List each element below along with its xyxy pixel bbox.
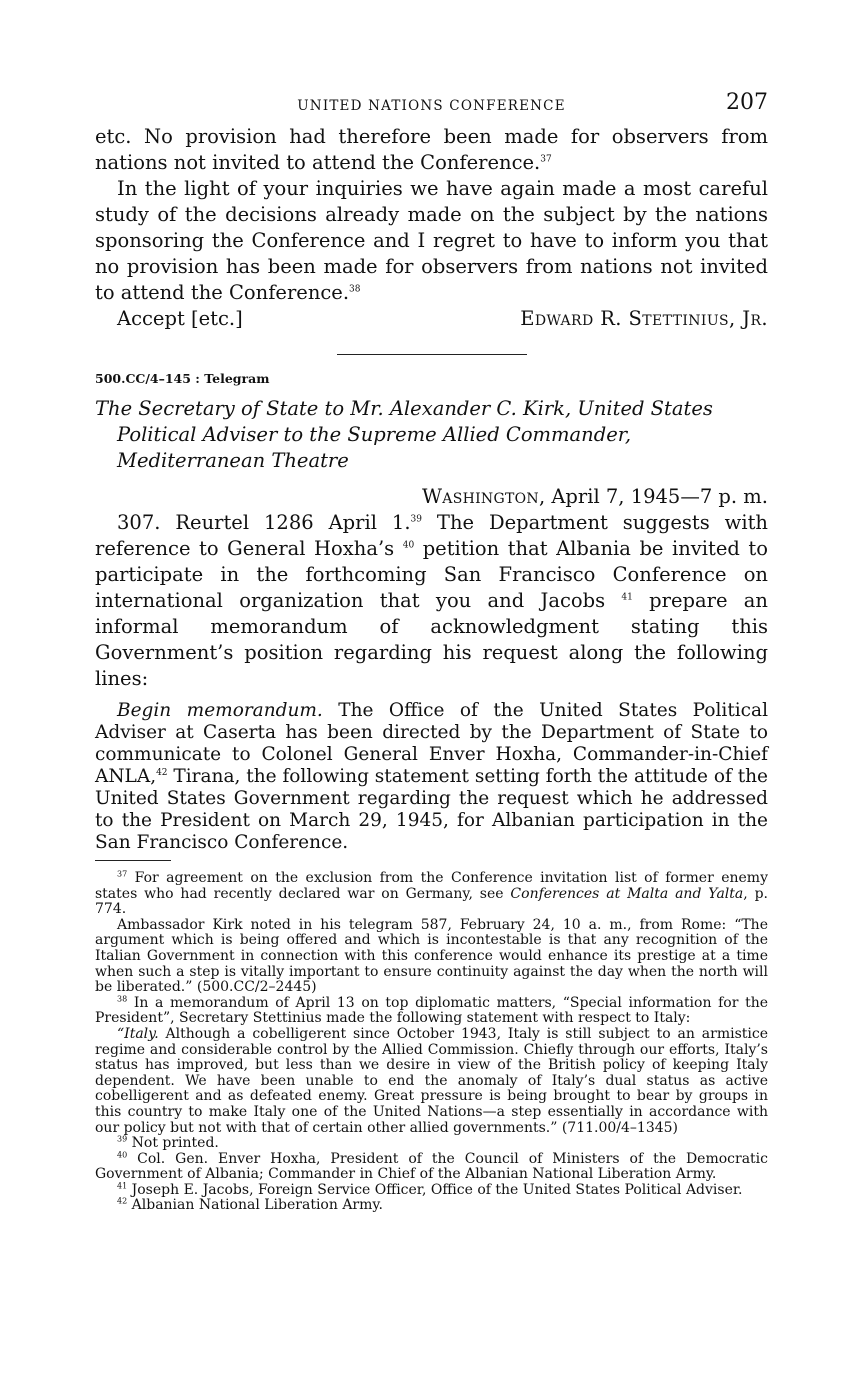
- footnote-number: 41: [117, 1181, 128, 1191]
- dateline-date: , April 7, 1945—7 p. m.: [538, 485, 768, 508]
- footnote-ref: 39: [410, 514, 422, 525]
- footnote-text: Albanian National Liberation Army.: [127, 1197, 383, 1214]
- footnote-ref: 42: [156, 767, 168, 778]
- footnote-text: Col. Gen. Enver Hoxha, President of the Council of Ministers of the Democratic Government of Albania; Commander in Chief of the Albanian National Liberation Army.: [95, 1150, 768, 1183]
- footnote-ref: 38: [349, 284, 361, 295]
- footnote-37: [95, 871, 768, 918]
- running-head: UNITED NATIONS CONFERENCE: [297, 98, 566, 114]
- footnote-text: Although a cobelligerent since October 1943, Italy is still subject to an armistice regime and considerable control by the Allied Commission. Chiefly through our efforts, Italy’s status has improved, but less than we desire in view of the British policy of keeping Italy dependent. We have been unable to end the anomaly of Italy’s dual status as active cobelligerent and as defeated enemy. Great pressure is being brought to bear by groups in this country to make Italy one of the United Nations—a step essentially in accordance with our policy but not with that of certain other allied governments.” (711.00/4–1345): [95, 1025, 768, 1136]
- dateline-place: Washington: [421, 485, 539, 508]
- memo-text: Tirana, the following statement setting forth the attitude of the United States Government regarding the request which he addressed to the President on March 29, 1945, for Albanian participation in the San Francisco Conference.: [95, 766, 768, 853]
- letter-paragraph-2: [95, 176, 768, 306]
- footnote-divider: [95, 860, 171, 861]
- footnote-ref: 37: [540, 154, 552, 165]
- footnote-37-continued: Ambassador Kirk noted in his telegram 587, February 24, 10 a. m., from Rome: “The argument which is being offered and which is incontestable is that any recognition of the Italian Government in connection with this conference would enhance its prestige at a time when such a step is vitally important to ensure continuity against the day when the north will be liberated.” (500.CC/2–2445): [95, 916, 768, 996]
- telegram-text: 307. Reurtel 1286 April 1.: [117, 511, 411, 534]
- closing: Accept [etc.]: [117, 307, 243, 330]
- telegram-paragraph: [95, 510, 768, 692]
- footnote-number: 42: [117, 1196, 128, 1206]
- footnote-text: In a memorandum of April 13 on top diplomatic matters, “Special information for the President”, Secretary Stettinius made the following statement with respect to Italy:: [95, 994, 768, 1027]
- document-title: The Secretary of State to Mr. Alexander C. Kirk, United States Political Adviser to the Supreme Allied Commander, Mediterranean Theatre: [95, 397, 713, 472]
- memo-label: Begin memorandum.: [117, 700, 323, 721]
- footnote-citation: Conferences at Malta and Yalta: [510, 885, 744, 902]
- footnote-number: 39: [117, 1134, 128, 1144]
- letter-text: In the light of your inquiries we have again made a most careful study of the decisions already made on the subject by the nations sponsoring the Conference and I regret to have to inform you that no provision has been made for observers from nations not invited to attend the Conference.: [95, 177, 768, 304]
- footnote-ref: 41: [621, 592, 633, 603]
- footnote-text: Joseph E. Jacobs, Foreign Service Officer, Office of the United States Political Adviser.: [127, 1181, 743, 1198]
- letter-text: etc. No provision had therefore been made for observers from nations not invited to attend the Conference.: [95, 125, 768, 174]
- memorandum-paragraph: [95, 700, 768, 854]
- footnote-40: [95, 1152, 768, 1183]
- page-number: 207: [726, 90, 768, 115]
- footnote-ref: 40: [402, 540, 415, 551]
- telegram-text: petition that Albania be invited to participate in the forthcoming San Francisco Conference on international organization that you and Jacobs: [95, 537, 769, 612]
- telegram-text: prepare an informal memorandum of acknowledgment stating this Government’s position regarding his request along the following lines:: [95, 589, 768, 690]
- footnote-text: For agreement on the exclusion from the Conference invitation list of former enemy states who had recently declared war on Germany, see: [95, 870, 768, 902]
- footnote-number: 40: [117, 1150, 128, 1160]
- closing-line: [95, 306, 768, 332]
- telegram-text: The Department suggests with reference to General Hoxha’s: [95, 511, 768, 560]
- dateline: [95, 484, 768, 510]
- page-header: [95, 90, 768, 124]
- signature: Edward R. Stettinius, Jr.: [520, 307, 768, 330]
- footnote-38: [95, 996, 768, 1027]
- letter-paragraph-1: [95, 124, 768, 176]
- memo-text: The Office of the United States Political Adviser at Caserta has been directed by the Department of State to communicate to Colonel General Enver Hoxha, Commander-in-Chief ANLA,: [95, 700, 768, 787]
- footnote-number: 38: [117, 994, 128, 1004]
- file-reference: 500.CC/4–145 : Telegram: [95, 371, 270, 386]
- footnotes: [95, 871, 768, 1214]
- footnote-text: , p. 774.: [95, 885, 768, 918]
- footnote-39: [95, 1136, 768, 1152]
- footnote-38-quote: [95, 1027, 768, 1136]
- footnote-text: Not printed.: [127, 1135, 219, 1152]
- document-page: [95, 90, 768, 1214]
- footnote-42: [95, 1198, 768, 1214]
- quote-label: “Italy.: [117, 1025, 159, 1042]
- footnote-number: 37: [117, 869, 128, 879]
- section-divider: [337, 354, 527, 355]
